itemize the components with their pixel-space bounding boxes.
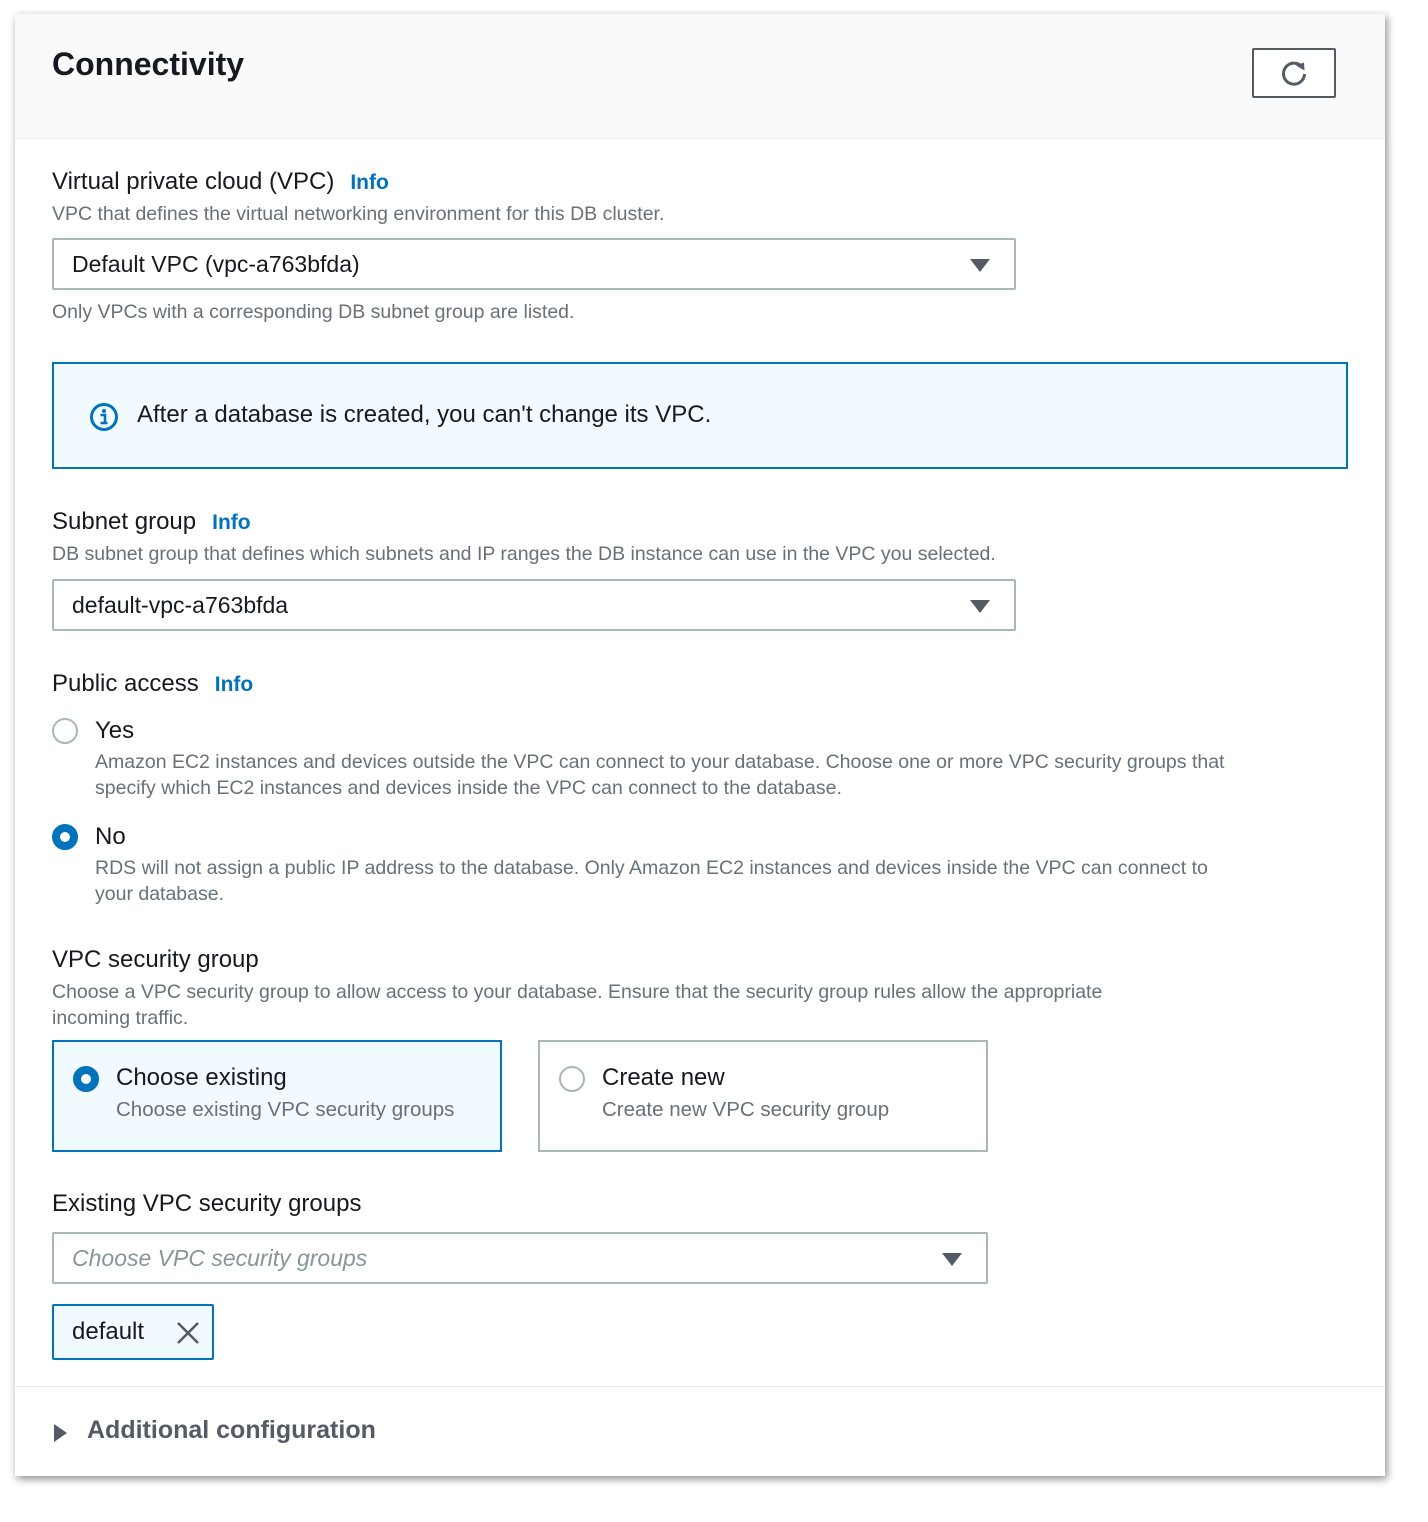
caret-down-icon: [970, 259, 990, 272]
create-new-tile[interactable]: [538, 1040, 988, 1152]
public-access-info-link[interactable]: Info: [214, 673, 254, 696]
panel-header: [15, 14, 1385, 139]
existing-groups-label: Existing VPC security groups: [52, 1190, 362, 1217]
subnet-info-link[interactable]: Info: [212, 511, 251, 534]
refresh-icon: [1279, 58, 1309, 88]
create-new-title: Create new: [602, 1064, 725, 1091]
public-access-label: Public access: [52, 670, 199, 697]
caret-down-icon: [970, 600, 990, 613]
vpc-description: VPC that defines the virtual networking environment for this DB cluster.: [52, 203, 665, 225]
refresh-button[interactable]: [1252, 48, 1336, 98]
subnet-label-row: [52, 508, 251, 536]
choose-existing-title: Choose existing: [116, 1064, 287, 1091]
public-access-yes-desc-1: Amazon EC2 instances and devices outside the VPC can connect to your database. Choose one or more VPC security groups that: [95, 751, 1225, 773]
security-group-token: [52, 1304, 214, 1360]
public-access-no-label: No: [95, 823, 126, 850]
panel-title: Connectivity: [52, 46, 245, 82]
caret-right-icon[interactable]: [54, 1424, 67, 1442]
section-divider: [15, 1386, 1385, 1387]
caret-down-icon: [942, 1253, 962, 1266]
connectivity-panel: [15, 14, 1385, 1476]
public-access-no-desc-1: RDS will not assign a public IP address to the database. Only Amazon EC2 instances and devices inside the VPC can connect to: [95, 857, 1208, 879]
choose-existing-radio[interactable]: [73, 1066, 99, 1092]
public-access-yes-label: Yes: [95, 717, 135, 744]
vpc-hint: Only VPCs with a corresponding DB subnet group are listed.: [52, 301, 575, 323]
existing-groups-placeholder: Choose VPC security groups: [72, 1245, 368, 1271]
choose-existing-subtitle: Choose existing VPC security groups: [116, 1098, 455, 1121]
create-new-subtitle: Create new VPC security group: [602, 1098, 890, 1121]
subnet-label: Subnet group: [52, 508, 197, 535]
alert-text: After a database is created, you can't change its VPC.: [137, 401, 712, 428]
vpc-label-row: [52, 168, 389, 196]
security-group-label: VPC security group: [52, 946, 259, 973]
vpc-info-link[interactable]: Info: [350, 171, 389, 194]
existing-groups-select[interactable]: [52, 1232, 988, 1284]
public-access-yes-desc-2: specify which EC2 instances and devices inside the VPC can connect to the database.: [95, 777, 842, 799]
public-access-no-desc-2: your database.: [95, 883, 225, 905]
create-new-radio[interactable]: [559, 1066, 585, 1092]
vpc-selected-value: Default VPC (vpc-a763bfda): [72, 251, 360, 277]
close-icon[interactable]: [175, 1320, 201, 1346]
choose-existing-tile[interactable]: [52, 1040, 502, 1152]
additional-configuration-toggle[interactable]: Additional configuration: [87, 1416, 376, 1444]
vpc-select[interactable]: [52, 238, 1016, 290]
security-group-desc-2: incoming traffic.: [52, 1007, 189, 1029]
security-group-desc-1: Choose a VPC security group to allow access to your database. Ensure that the security group rules allow the appropriate: [52, 981, 1103, 1003]
subnet-selected-value: default-vpc-a763bfda: [72, 592, 289, 618]
public-access-yes-radio[interactable]: [52, 718, 78, 744]
vpc-alert: [52, 362, 1348, 469]
info-circle-icon: [89, 402, 119, 432]
public-access-label-row: [52, 670, 253, 698]
token-label: default: [72, 1318, 145, 1345]
public-access-no-radio[interactable]: [52, 824, 78, 850]
subnet-select[interactable]: [52, 579, 1016, 631]
vpc-label: Virtual private cloud (VPC): [52, 168, 335, 195]
subnet-description: DB subnet group that defines which subnets and IP ranges the DB instance can use in the VPC you selected.: [52, 543, 996, 565]
